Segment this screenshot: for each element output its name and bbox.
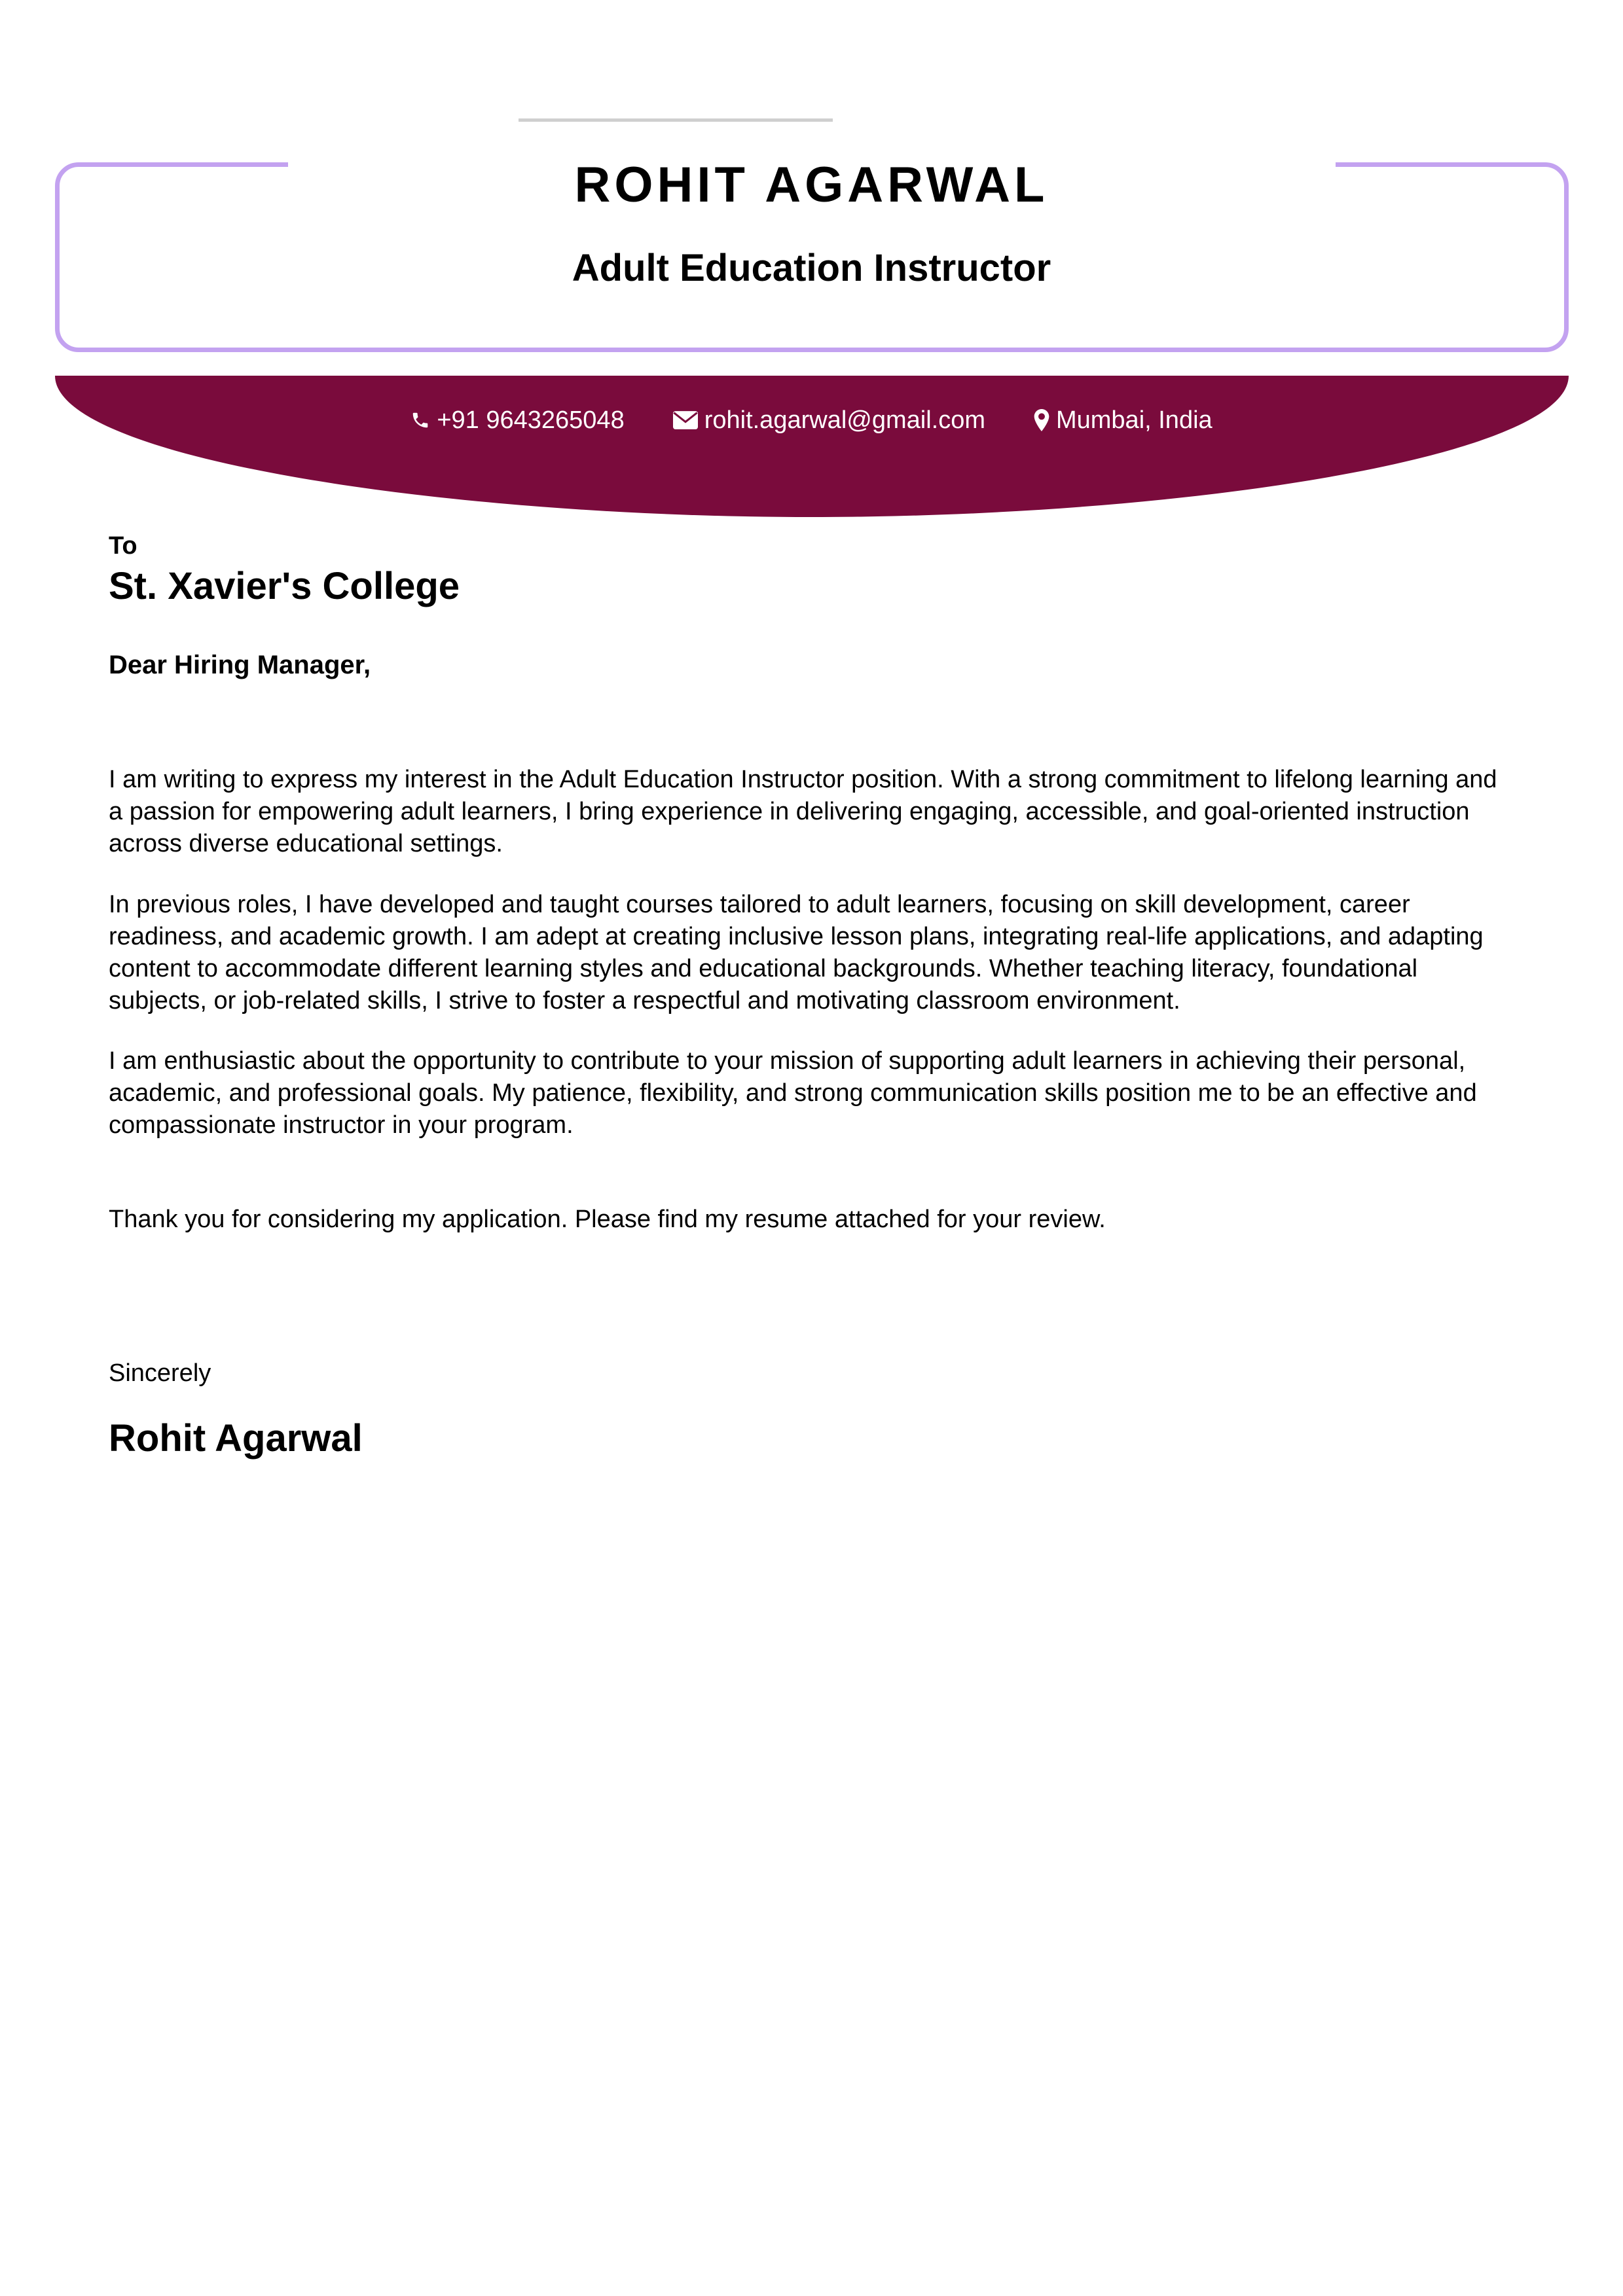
job-title: Adult Education Instructor bbox=[572, 247, 1051, 289]
phone-icon bbox=[410, 410, 430, 430]
body-paragraph: Thank you for considering my application. Please find my resume attached for your review. bbox=[109, 1206, 1106, 1233]
applicant-name: ROHIT AGARWAL bbox=[574, 157, 1049, 213]
body-paragraph: I am writing to express my interest in the Adult Education Instructor position. With a strong commitment to lifelong learning and a passion for empowering adult learners, I bring experience in delivering engaging, accessible, and goal-oriented instruction across diverse educational settings. bbox=[109, 766, 1497, 857]
closing: Sincerely bbox=[109, 1359, 211, 1387]
email-address: rohit.agarwal@gmail.com bbox=[704, 406, 985, 434]
to-label: To bbox=[109, 532, 137, 560]
contact-row bbox=[0, 397, 1623, 444]
contact-band bbox=[0, 0, 1623, 524]
location-text: Mumbai, India bbox=[1055, 406, 1213, 434]
signature-name: Rohit Agarwal bbox=[109, 1417, 363, 1460]
contact-location bbox=[1034, 397, 1213, 444]
body-paragraph: In previous roles, I have developed and taught courses tailored to adult learners, focusing on skill development, career readiness, and academic growth. I am adept at creating inclusive lesson plans, integrating real-life applications, and adapting content to accommodate different learning styles and educational backgrounds. Whether teaching literacy, foundational subjects, or job-related skills, I strive to foster a respectful and motivating classroom environment. bbox=[109, 891, 1484, 1014]
phone-number: +91 9643265048 bbox=[437, 406, 625, 434]
map-pin-icon bbox=[1034, 409, 1049, 431]
body-paragraph: I am enthusiastic about the opportunity to contribute to your mission of supporting adult learners in achieving their personal, academic, and professional goals. My patience, flexibility, and strong communication skills position me to be an effective and compassionate instructor in your program. bbox=[109, 1047, 1477, 1139]
contact-phone[interactable] bbox=[410, 397, 624, 444]
salutation: Dear Hiring Manager, bbox=[109, 651, 371, 679]
envelope-icon bbox=[673, 410, 698, 430]
recipient-name: St. Xavier's College bbox=[109, 565, 460, 607]
contact-email[interactable] bbox=[673, 397, 985, 444]
